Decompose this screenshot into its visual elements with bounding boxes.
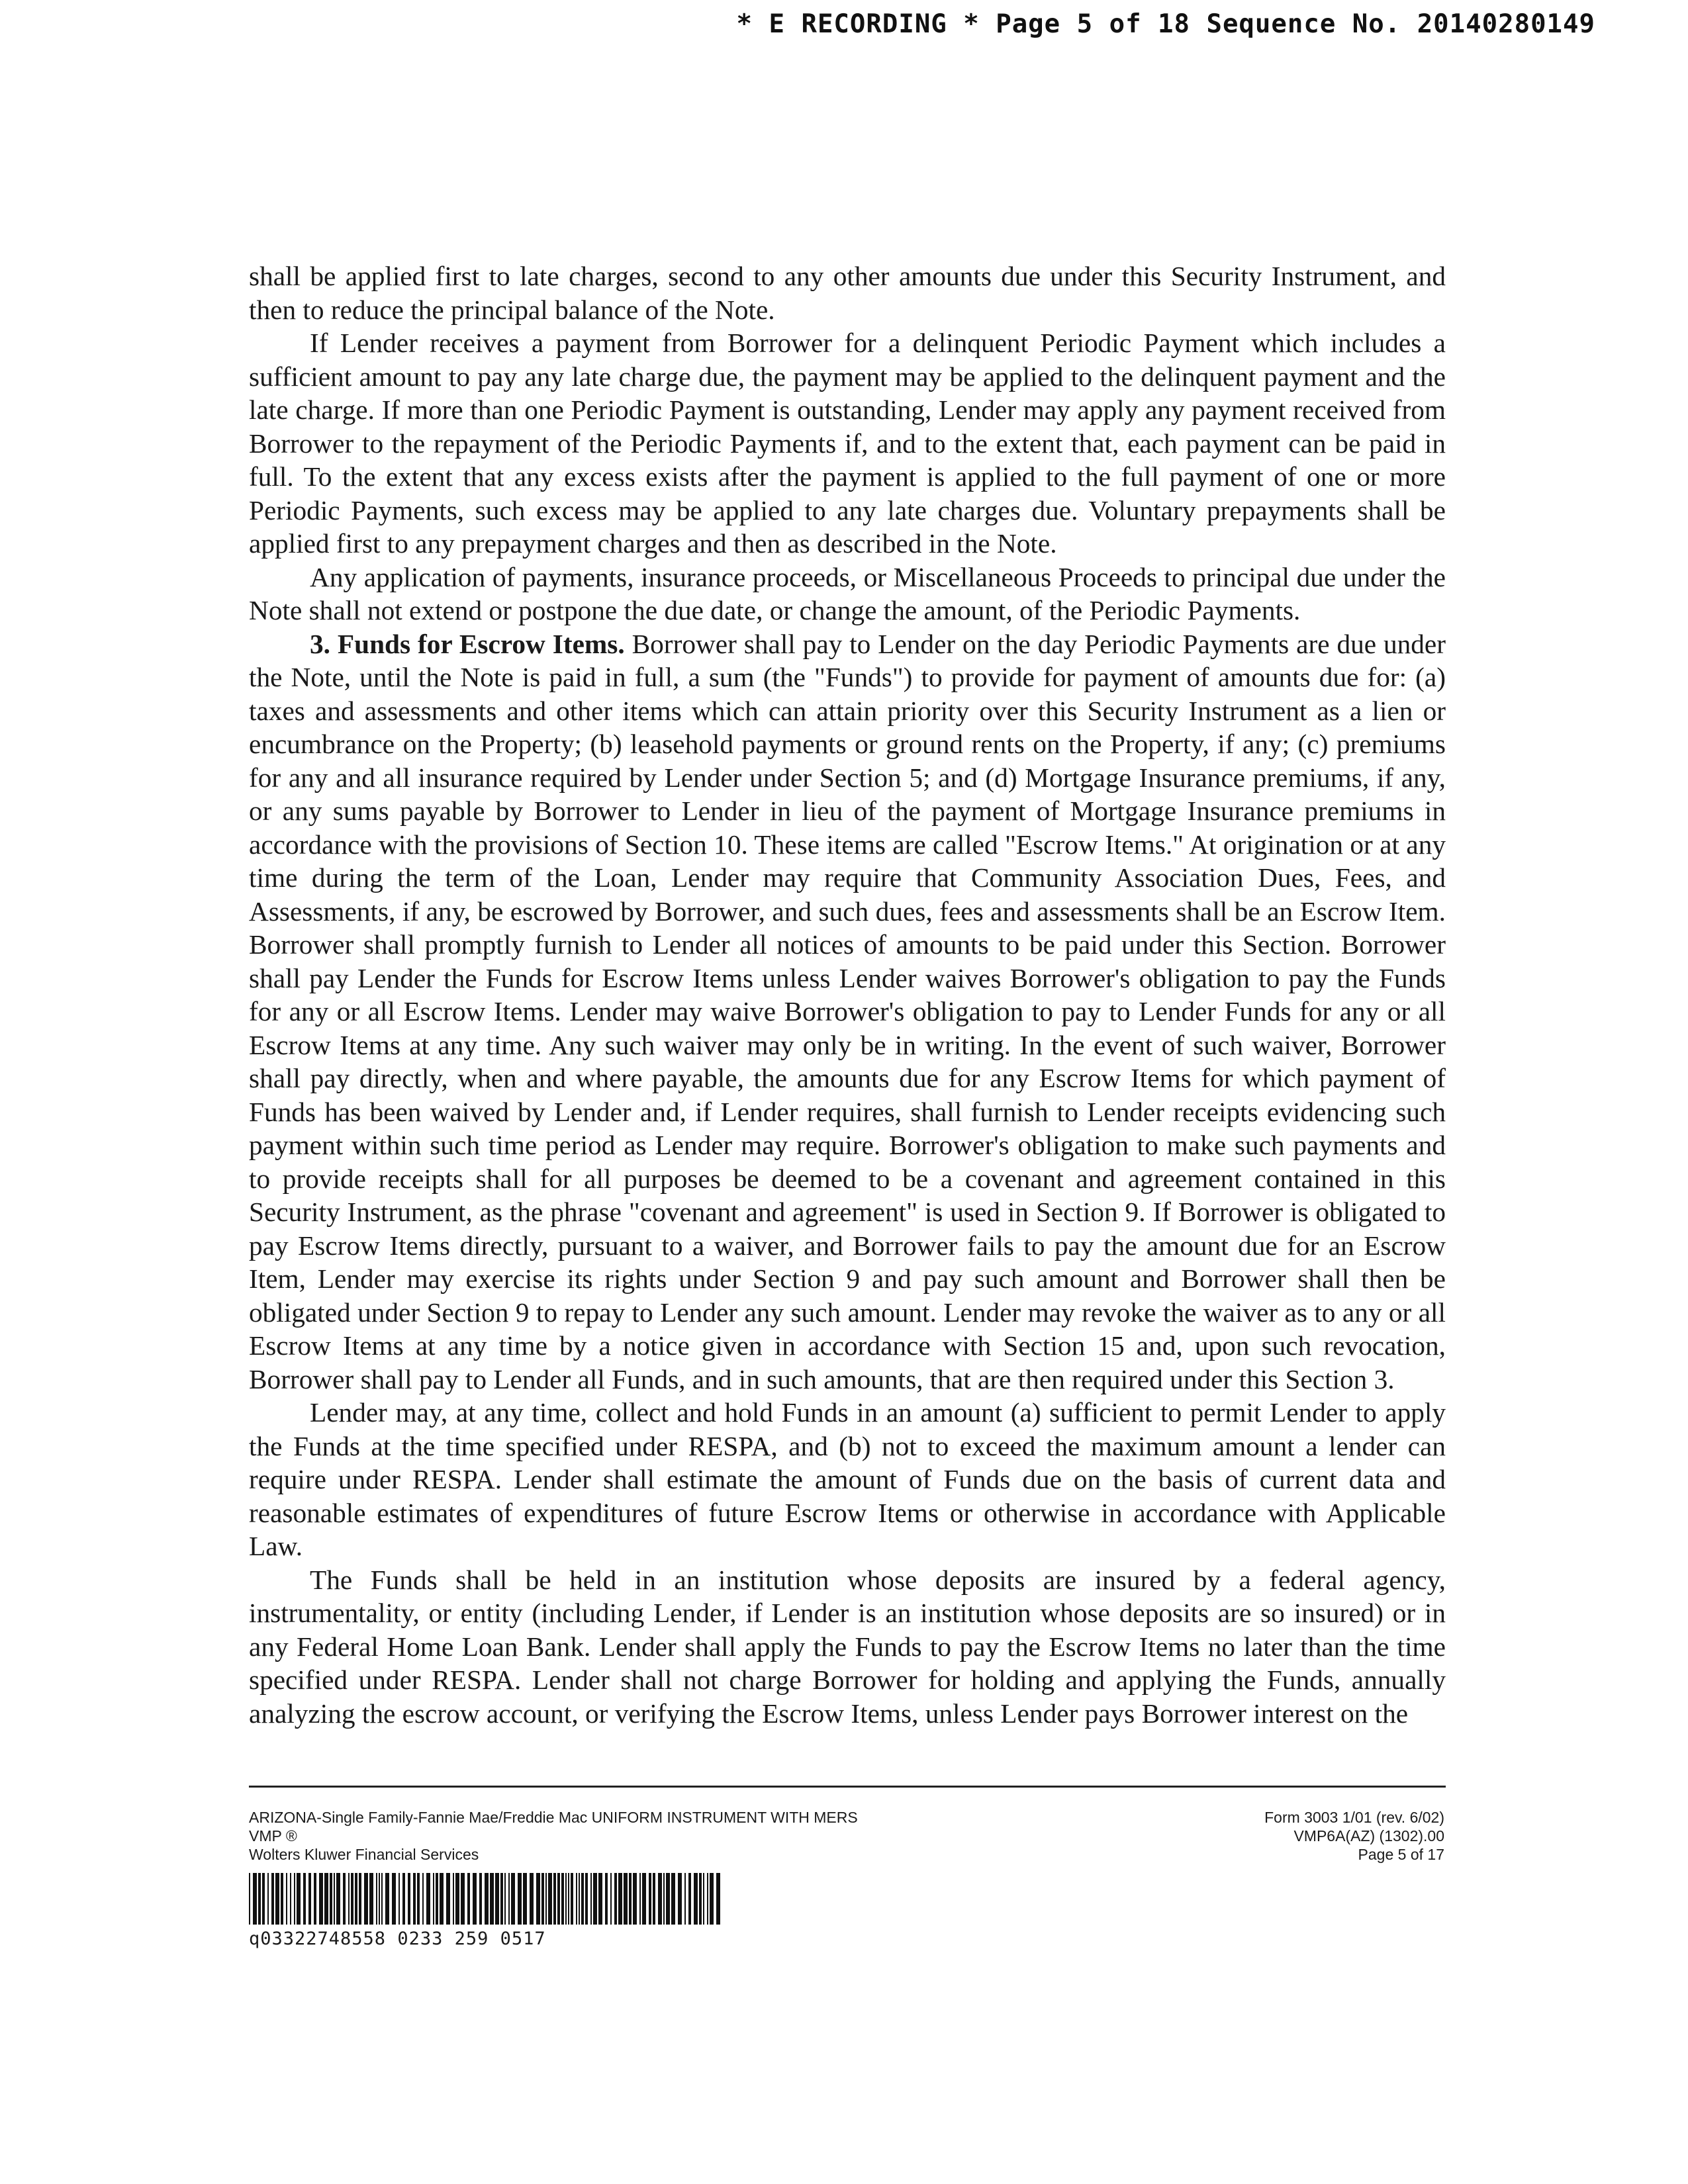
- footer-vmp-code: VMP6A(AZ) (1302).00: [1293, 1827, 1444, 1844]
- paragraph-application-of-payments: Any application of payments, insurance proceeds, or Miscellaneous Proceeds to principal due under the Note shall not extend or postpone the due date, or change the amount, of the Periodic Payments.: [249, 561, 1446, 625]
- footer-form-info: [249, 1808, 1043, 1864]
- footer-form-number: [1100, 1808, 1444, 1864]
- document-body: [249, 259, 1446, 1730]
- footer-form-title: ARIZONA-Single Family-Fannie Mae/Freddie Mac UNIFORM INSTRUMENT WITH MERS: [249, 1809, 858, 1826]
- footer-vmp: VMP ®: [249, 1827, 297, 1844]
- paragraph-funds-institution: The Funds shall be held in an institution whose deposits are insured by a federal agency, instrumentality, or entity (including Lender, if Lender is an institution whose deposits are so insured) or in any Federal Home Loan Bank. Lender shall apply the Funds to pay the Escrow Items no later than the time specified under RESPA. Lender shall not charge Borrower for holding and applying the Funds, annually analyzing the escrow account, or verifying the Escrow Items, unless Lender pays Borrower interest on the: [249, 1564, 1446, 1729]
- section-3-text: Borrower shall pay to Lender on the day Periodic Payments are due under the Note, until the Note is paid in full, a sum (the "Funds") to provide for payment of amounts due for: (a) taxes and assessments and other items which can attain priority over this Security Instrument as a lien or encumbrance on the Property; (b) leasehold payments or ground rents on the Property, if any; (c) premiums for any and all insurance required by Lender under Section 5; and (d) Mortgage Insurance premiums, if any, or any sums payable by Borrower to Lender in lieu of the payment of Mortgage Insurance premiums in accordance with the provisions of Section 10. These items are called "Escrow Items." At origination or at any time during the term of the Loan, Lender may require that Community Association Dues, Fees, and Assessments, if any, be escrowed by Borrower, and such dues, fees and assessments shall be an Escrow Item. Borrower shall promptly furnish to Lender all notices of amounts to be paid under this Section. Borrower shall pay Lender the Funds for Escrow Items unless Lender waives Borrower's obligation to pay the Funds for any or all Escrow Items. Lender may waive Borrower's obligation to pay to Lender Funds for any or all Escrow Items at any time. Any such waiver may only be in writing. In the event of such waiver, Borrower shall pay directly, when and where payable, the amounts due for any Escrow Items for which payment of Funds has been waived by Lender and, if Lender requires, shall furnish to Lender receipts evidencing such payment within such time period as Lender may require. Borrower's obligation to make such payments and to provide receipts shall for all purposes be deemed to be a covenant and agreement contained in this Security Instrument, as the phrase "covenant and agreement" is used in Section 9. If Borrower is obligated to pay Escrow Items directly, pursuant to a waiver, and Borrower fails to pay the amount due for an Escrow Item, Lender may exercise its rights under Section 9 and pay such amount and Borrower shall then be obligated under Section 9 to repay to Lender any such amount. Lender may revoke the waiver as to any or all Escrow Items at any time by a notice given in accordance with Section 15 and, upon such revocation, Borrower shall pay to Lender all Funds, and in such amounts, that are then required under this Section 3.: [249, 628, 1446, 1394]
- barcode-number: q03322748558 0233 259 0517: [249, 1929, 546, 1949]
- footer-page-number: Page 5 of 17: [1358, 1846, 1444, 1863]
- recording-stamp: * E RECORDING * Page 5 of 18 Sequence No. 20140280149: [736, 9, 1595, 39]
- section-3-heading: 3. Funds for Escrow Items.: [310, 628, 625, 659]
- paragraph-late-charges: shall be applied first to late charges, second to any other amounts due under this Security Instrument, and then to reduce the principal balance of the Note.: [249, 261, 1446, 325]
- paragraph-collect-and-hold-funds: Lender may, at any time, collect and hold Funds in an amount (a) sufficient to permit Lender to apply the Funds at the time specified under RESPA, and (b) not to exceed the maximum amount a lender can require under RESPA. Lender shall estimate the amount of Funds due on the basis of current data and reasonable estimates of expenditures of future Escrow Items or otherwise in accordance with Applicable Law.: [249, 1397, 1446, 1561]
- barcode-image: [249, 1873, 720, 1925]
- footer-divider: [249, 1786, 1446, 1788]
- paragraph-delinquent-payment: If Lender receives a payment from Borrower for a delinquent Periodic Payment which includes a sufficient amount to pay any late charge due, the payment may be applied to the delinquent payment and the late charge. If more than one Periodic Payment is outstanding, Lender may apply any payment received from Borrower to the repayment of the Periodic Payments if, and to the extent that, each payment can be paid in full. To the extent that any excess exists after the payment is applied to the full payment of one or more Periodic Payments, such excess may be applied to any late charges due. Voluntary prepayments shall be applied first to any prepayment charges and then as described in the Note.: [249, 328, 1446, 559]
- footer-publisher: Wolters Kluwer Financial Services: [249, 1846, 479, 1863]
- footer-form-code: Form 3003 1/01 (rev. 6/02): [1264, 1809, 1444, 1826]
- section-3-funds-for-escrow: [249, 627, 1446, 1396]
